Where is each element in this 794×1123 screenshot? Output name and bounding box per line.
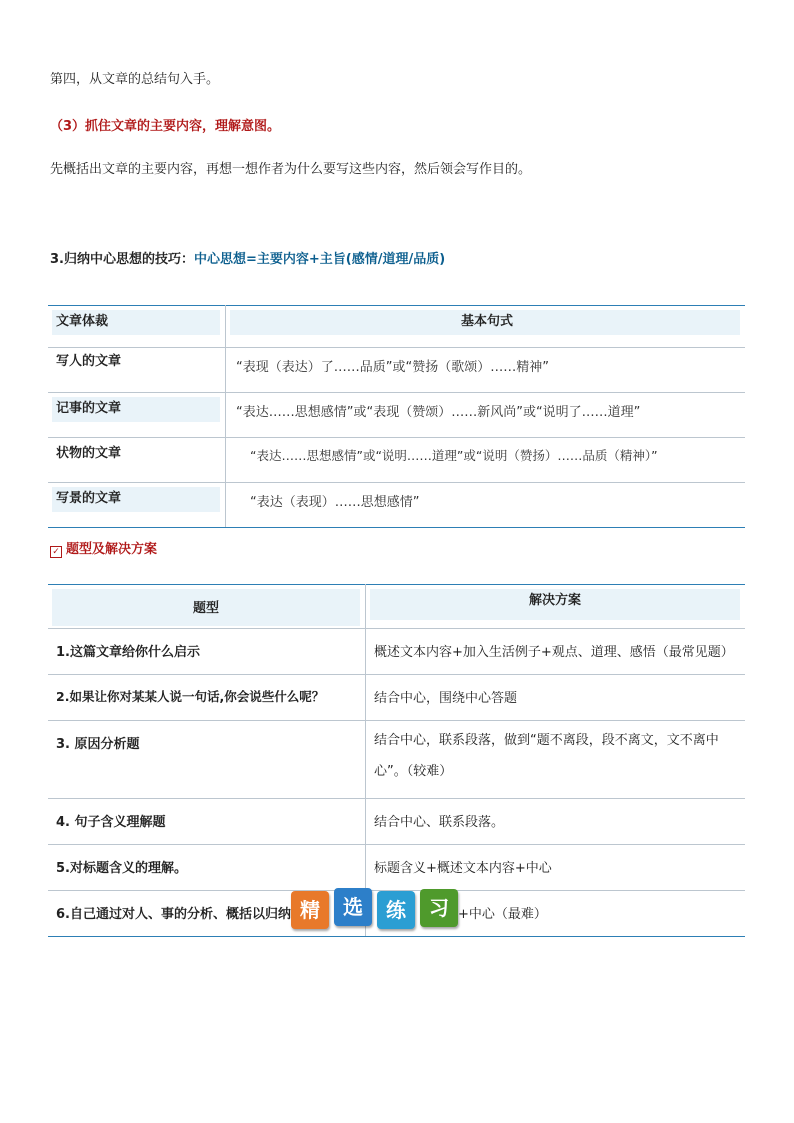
header-question-type: 题型 xyxy=(52,589,360,626)
table-row xyxy=(48,721,745,799)
checkbox-icon: ✓ xyxy=(50,546,62,558)
question-type-table xyxy=(48,584,745,937)
table-row xyxy=(48,438,745,483)
paragraph-summary: 先概括出文章的主要内容，再想一想作者为什么要写这些内容，然后领会写作目的。 xyxy=(50,162,532,177)
table-row xyxy=(48,393,745,438)
table-row xyxy=(48,483,745,528)
section-types-heading xyxy=(50,538,157,558)
badge-xi: 习 xyxy=(420,889,458,927)
table-row xyxy=(48,629,745,675)
question-cell: 6.自己通过对人、事的分析、概括以归纳 xyxy=(56,907,291,922)
table-header-row xyxy=(48,585,745,629)
subheading-3: （3）抓住文章的主要内容，理解意图。 xyxy=(50,119,281,134)
question-cell: 1.这篇文章给你什么启示 xyxy=(56,645,200,660)
genre-cell: 记事的文章 xyxy=(52,397,220,422)
badge-xuan: 选 xyxy=(334,888,372,926)
table-row xyxy=(48,348,745,393)
section-3-prefix: 3.归纳中心思想的技巧： xyxy=(50,252,194,267)
table-header-row xyxy=(48,306,745,348)
genre-cell: 写人的文章 xyxy=(52,350,220,375)
header-pattern: 基本句式 xyxy=(230,310,740,335)
pattern-cell: “表现（表达）了……品质”或“赞扬（歌颂）……精神” xyxy=(236,360,549,375)
header-solution: 解决方案 xyxy=(370,589,740,620)
solution-cell: 结合中心、联系段落。 xyxy=(374,815,505,830)
paragraph-fourth: 第四，从文章的总结句入手。 xyxy=(50,72,220,87)
genre-cell: 状物的文章 xyxy=(52,442,220,467)
table-row xyxy=(48,799,745,845)
solution-cell: 标题含义+概述文本内容+中心 xyxy=(374,861,552,876)
solution-cell: 结合中心，围绕中心答题 xyxy=(374,691,518,706)
practice-badges xyxy=(291,888,459,930)
badge-jing: 精 xyxy=(291,891,329,929)
solution-cell: 结合中心，联系段落，做到“题不离段，段不离文，文不离中心”。（较难） xyxy=(374,733,719,779)
section-3-formula: 中心思想=主要内容+主旨(感情/道理/品质) xyxy=(193,252,446,267)
header-genre: 文章体裁 xyxy=(52,310,220,335)
question-cell: 5.对标题含义的理解。 xyxy=(56,861,187,876)
question-cell: 4. 句子含义理解题 xyxy=(56,815,166,830)
table-row xyxy=(48,845,745,891)
question-cell: 3. 原因分析题 xyxy=(56,737,140,752)
section-3-heading xyxy=(50,248,445,267)
question-cell: 2.如果让你对某某人说一句话,你会说些什么呢？ xyxy=(56,689,325,704)
solution-cell: 概述文本内容+加入生活例子+观点、道理、感悟（最常见题） xyxy=(374,645,734,660)
solution-cell: +中心（最难） xyxy=(458,907,547,922)
genre-pattern-table xyxy=(48,305,745,528)
pattern-cell: “表达……思想感情”或“表现（赞颂）……新风尚”或“说明了……道理” xyxy=(236,405,641,420)
pattern-cell: “表达（表现）……思想感情” xyxy=(250,495,420,510)
pattern-cell: “表达……思想感情”或“说明……道理”或“说明（赞扬）……品质（精神）” xyxy=(250,448,658,463)
badge-lian: 练 xyxy=(377,891,415,929)
section-types-title: 题型及解决方案 xyxy=(66,542,158,557)
genre-cell: 写景的文章 xyxy=(52,487,220,512)
